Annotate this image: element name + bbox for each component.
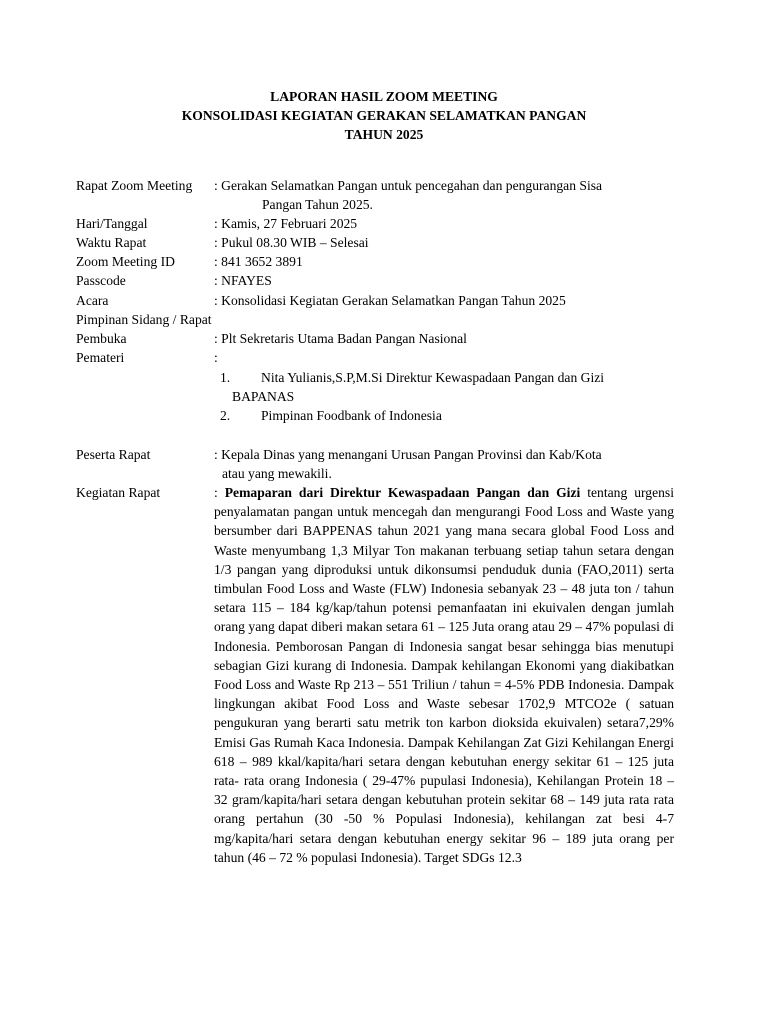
waktu-value: : Pukul 08.30 WIB – Selesai (214, 235, 369, 250)
pemateri-item-1-cont: BAPANAS (232, 389, 295, 404)
pemateri-item-2-text: Pimpinan Foodbank of Indonesia (261, 408, 442, 423)
rapat-value: : Gerakan Selamatkan Pangan untuk pencegahan dan pengurangan Sisa (214, 178, 603, 193)
pembuka-value: : Plt Sekretaris Utama Badan Pangan Nasional (214, 331, 467, 346)
report-title-line3: TAHUN 2025 (344, 127, 424, 142)
kegiatan-colon: : (214, 485, 225, 500)
pemateri-item-1-number: 1. (220, 370, 231, 385)
kegiatan-paragraph (214, 483, 674, 867)
peserta-label: Peserta Rapat (76, 447, 151, 462)
passcode-value: : NFAYES (214, 273, 272, 288)
hari-label: Hari/Tanggal (76, 216, 148, 231)
report-title-line2: KONSOLIDASI KEGIATAN GERAKAN SELAMATKAN PANGAN (181, 108, 587, 123)
pimpinan-label: Pimpinan Sidang / Rapat (76, 312, 212, 327)
rapat-value-cont: Pangan Tahun 2025. (262, 197, 373, 212)
acara-value: : Konsolidasi Kegiatan Gerakan Selamatkan Pangan Tahun 2025 (214, 293, 566, 308)
pemateri-item-2-number: 2. (220, 408, 231, 423)
kegiatan-label: Kegiatan Rapat (76, 485, 161, 500)
waktu-label: Waktu Rapat (76, 235, 147, 250)
kegiatan-body-text: tentang urgensi penyalamatan pangan untuk mencegah dan mengurangi Food Loss and Waste yang bersumber dari BAPPENAS tahun 2021 yang mana secara global Food Loss and Waste menyumbang 1,3 Milyar Ton makanan terbuang setiap tahun setara dengan 1/3 pangan yang diproduksi untuk dikonsumsi penduduk dunia (FAO,2011) serta timbulan Food Loss and Waste (FLW) Indonesia sebanyak 23 – 48 juta ton / tahun setara 115 – 184 kg/kap/tahun potensi pemanfaatan ini ekuivalen dengan jumlah orang yang dapat diberi makan setara 61 – 125 Juta orang atau 29 – 47% populasi di Indonesia. Pemborosan Pangan di Indonesia sangat besar sehingga bias menutupi sebagian Gizi kurang di Indonesia. Dampak kehilangan Ekonomi yang diakibatkan Food Loss and Waste Rp 213 – 551 Triliun / tahun = 4-5% PDB Indonesia. Dampak lingkungan akibat Food Loss and Waste sebesar 1702,9 MTCO2e ( satuan pengukuran yang berarti satu metrik ton karbon dioksida ekuivalen) setara7,29% Emisi Gas Rumah Kaca Indonesia. Dampak Kehilangan Zat Gizi Kehilangan Energi 618 – 989 kkal/kapita/hari setara dengan kebutuhan energy sekitar 61 – 125 juta rata- rata orang Indonesia ( 29-47% pupulasi Indonesia), Kehilangan Protein 18 – 32 gram/kapita/hari setara dengan kebutuhan protein sekitar 68 – 149 juta rata rata orang pertahun (30 -50 % Populasi Indonesia), kehilangan zat besi 4-7 mg/kapita/hari setara dengan kebutuhan energy sekitar 96 – 189 juta orang per tahun (46 – 72 % populasi Indonesia). Target SDGs 12.3 (214, 485, 674, 865)
peserta-value: : Kepala Dinas yang menangani Urusan Pangan Provinsi dan Kab/Kota (214, 447, 602, 462)
kegiatan-bold-heading: Pemaparan dari Direktur Kewaspadaan Pangan dan Gizi (224, 485, 581, 500)
pemateri-item-1-text: Nita Yulianis,S.P,M.Si Direktur Kewaspadaan Pangan dan Gizi (261, 370, 605, 385)
acara-label: Acara (76, 293, 109, 308)
pemateri-label: Pemateri (76, 350, 125, 365)
report-title-line1: LAPORAN HASIL ZOOM MEETING (270, 89, 498, 104)
zoom-id-value: : 841 3652 3891 (214, 254, 303, 269)
pemateri-colon: : (214, 350, 218, 365)
pembuka-label: Pembuka (76, 331, 127, 346)
passcode-label: Passcode (76, 273, 126, 288)
hari-value: : Kamis, 27 Februari 2025 (214, 216, 358, 231)
rapat-label: Rapat Zoom Meeting (76, 178, 193, 193)
peserta-value-cont: atau yang mewakili. (222, 466, 332, 481)
zoom-id-label: Zoom Meeting ID (76, 254, 175, 269)
